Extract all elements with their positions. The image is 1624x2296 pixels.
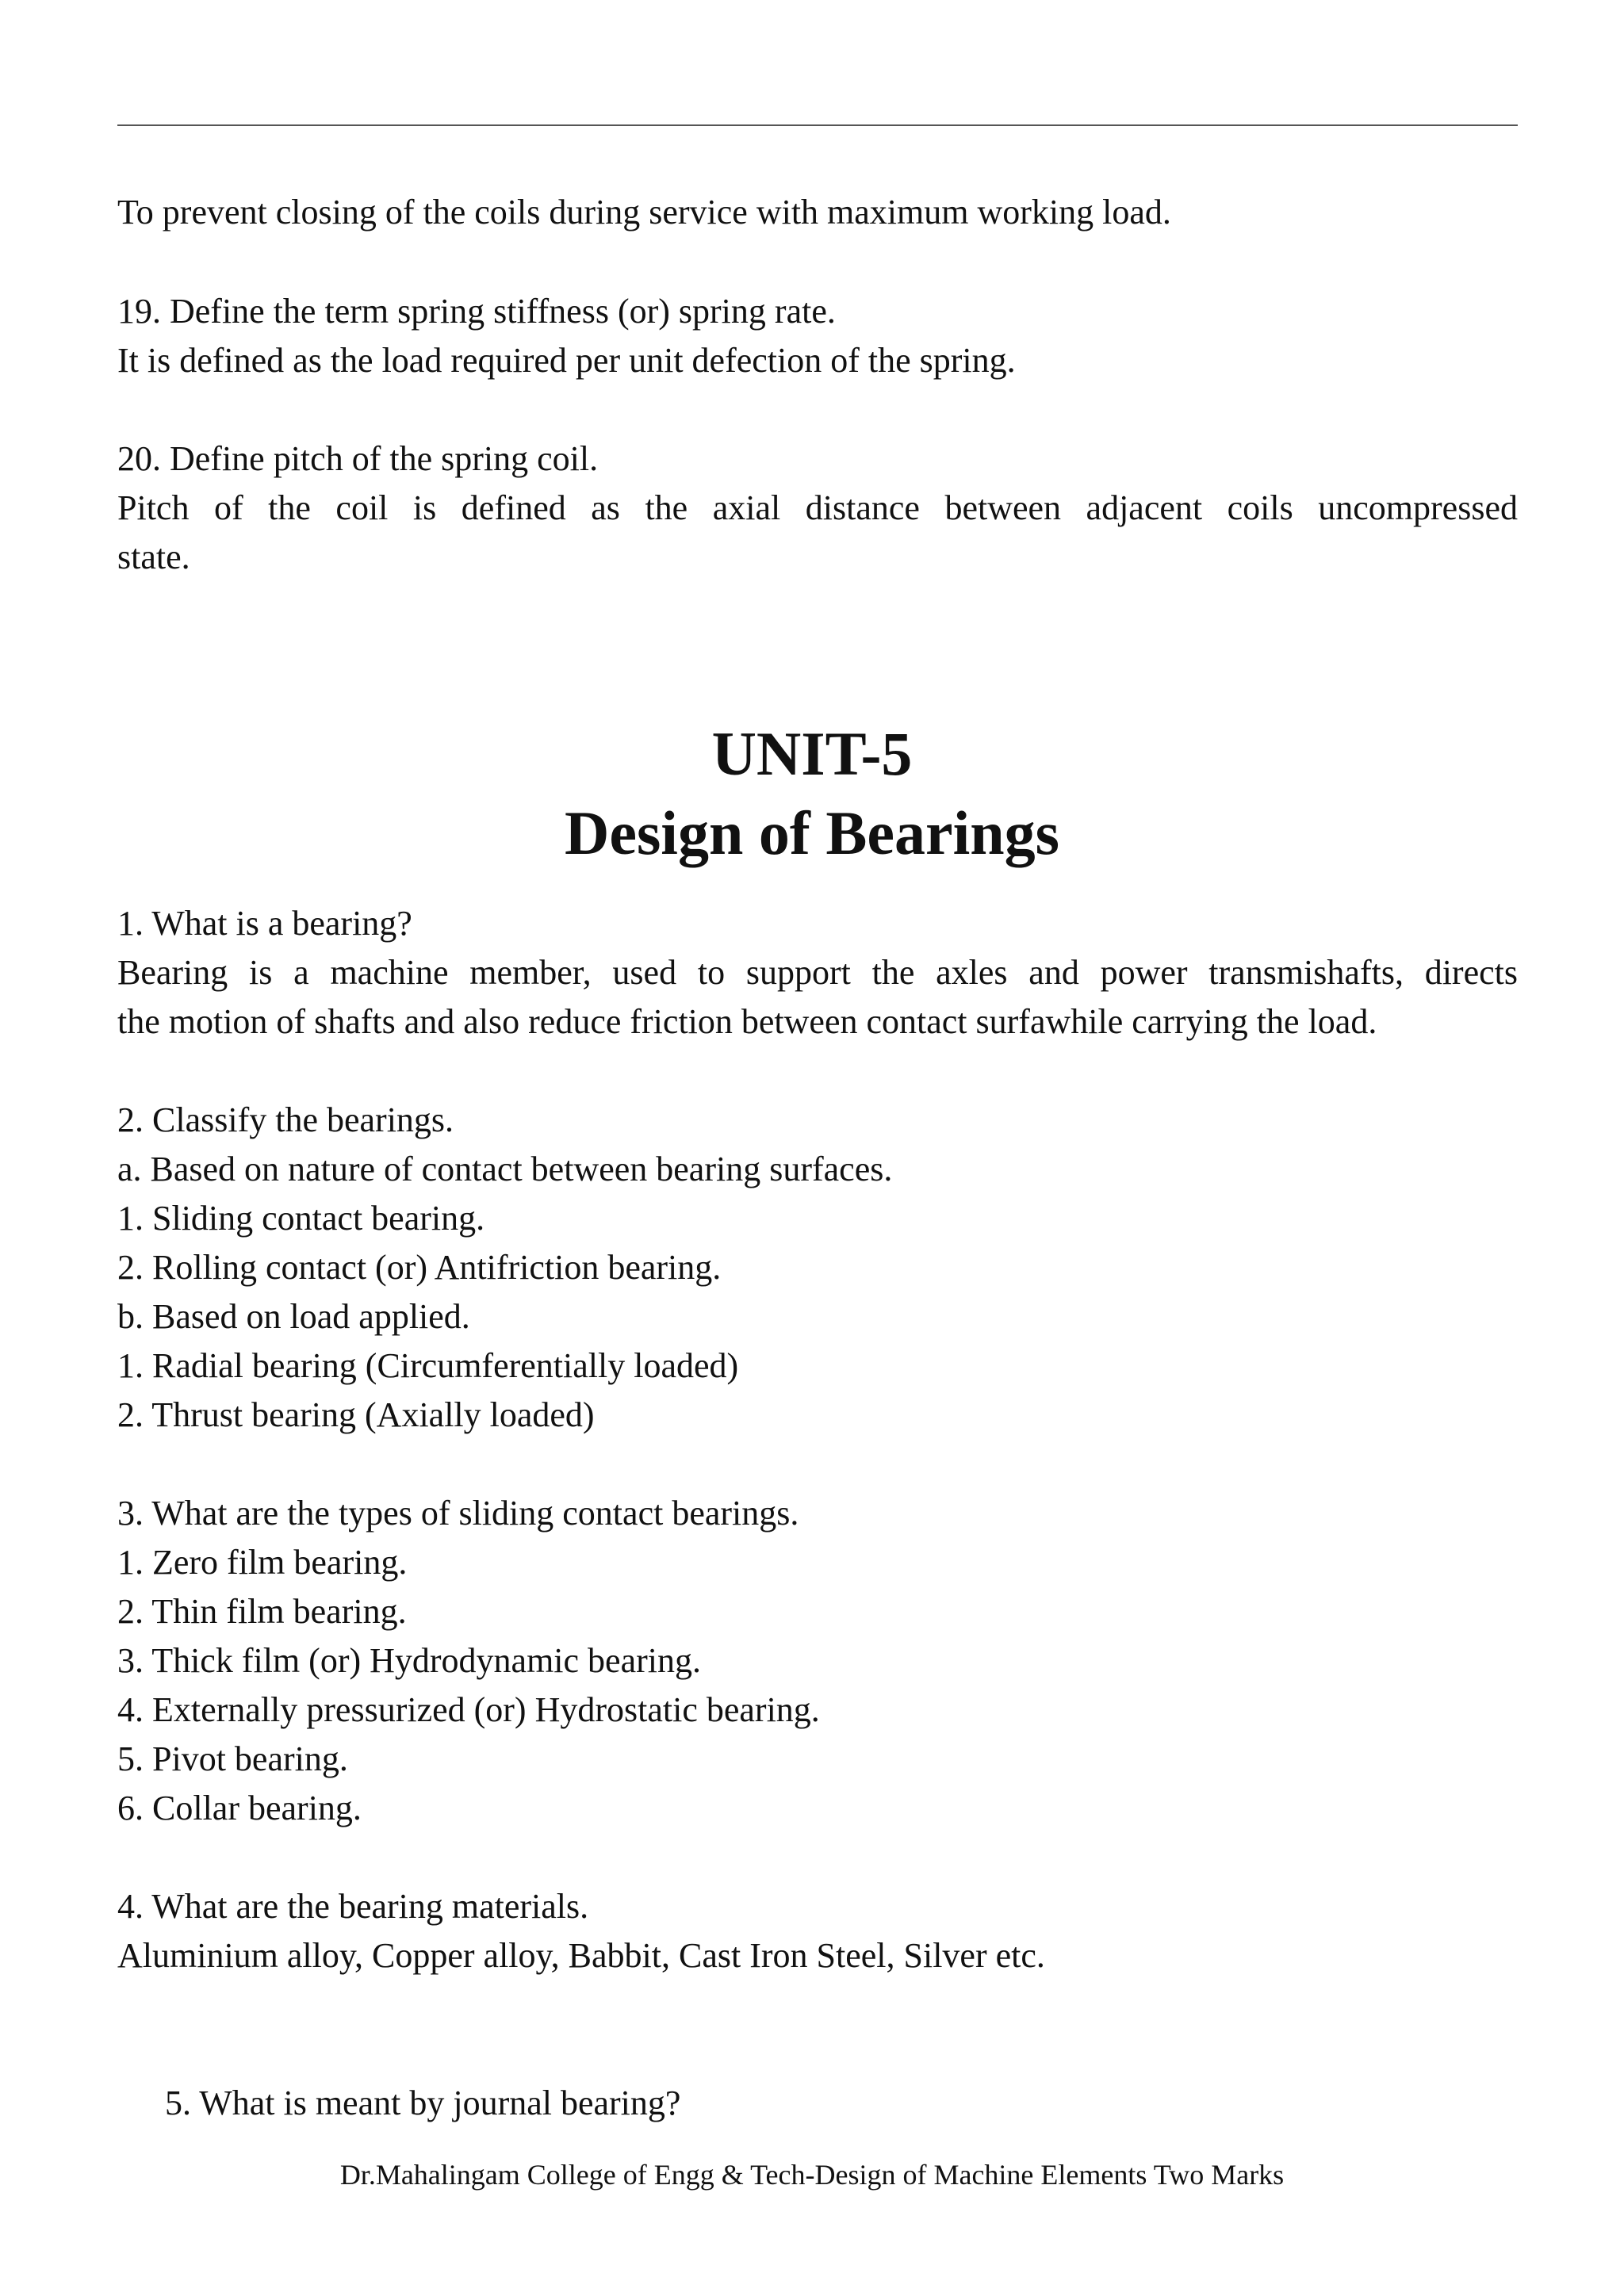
list-item: 1. Zero film bearing.	[117, 1543, 408, 1582]
bearing-answer-1-line2: the motion of shafts and also reduce friction between contact surfawhile carrying the load.	[117, 1002, 1377, 1041]
bearing-question-2: 2. Classify the bearings.	[117, 1100, 454, 1139]
list-item: a. Based on nature of contact between bearing surfaces.	[117, 1150, 893, 1188]
list-item: 3. Thick film (or) Hydrodynamic bearing.	[117, 1641, 701, 1680]
question-19: 19. Define the term spring stiffness (or) spring rate.	[117, 292, 836, 331]
list-item: 6. Collar bearing.	[117, 1789, 362, 1827]
list-item: 1. Sliding contact bearing.	[117, 1199, 485, 1238]
bearing-question-1: 1. What is a bearing?	[117, 904, 412, 943]
unit-title-heading: Design of Bearings	[565, 798, 1059, 867]
list-item: 1. Radial bearing (Circumferentially loaded)	[117, 1346, 739, 1385]
page-footer: Dr.Mahalingam College of Engg & Tech-Design of Machine Elements Two Marks	[339, 2159, 1285, 2191]
bearing-question-4: 4. What are the bearing materials.	[117, 1887, 589, 1926]
top-rule	[117, 124, 1518, 126]
bearing-question-3: 3. What are the types of sliding contact bearings.	[117, 1494, 799, 1533]
bearing-answer-4: Aluminium alloy, Copper alloy, Babbit, Cast Iron Steel, Silver etc.	[117, 1936, 1045, 1975]
list-item: 2. Thrust bearing (Axially loaded)	[117, 1395, 595, 1434]
answer-18-text: To prevent closing of the coils during service with maximum working load.	[117, 193, 1171, 232]
bearing-answer-1-line1: Bearing is a machine member, used to support the axles and power transmishafts, directs	[117, 953, 1518, 992]
list-item: b. Based on load applied.	[117, 1297, 470, 1336]
list-item: 4. Externally pressurized (or) Hydrostatic bearing.	[117, 1690, 820, 1729]
answer-19: It is defined as the load required per unit defection of the spring.	[117, 341, 1016, 380]
answer-20-line2: state.	[117, 538, 190, 576]
list-item: 2. Thin film bearing.	[117, 1592, 407, 1631]
unit-number-heading: UNIT-5	[711, 719, 913, 788]
list-item: 2. Rolling contact (or) Antifriction bearing.	[117, 1248, 722, 1287]
list-item: 5. Pivot bearing.	[117, 1739, 348, 1778]
bearing-question-5: 5. What is meant by journal bearing?	[165, 2084, 681, 2122]
answer-20-line1: Pitch of the coil is defined as the axial distance between adjacent coils uncompressed	[117, 488, 1518, 527]
question-20: 20. Define pitch of the spring coil.	[117, 439, 599, 478]
